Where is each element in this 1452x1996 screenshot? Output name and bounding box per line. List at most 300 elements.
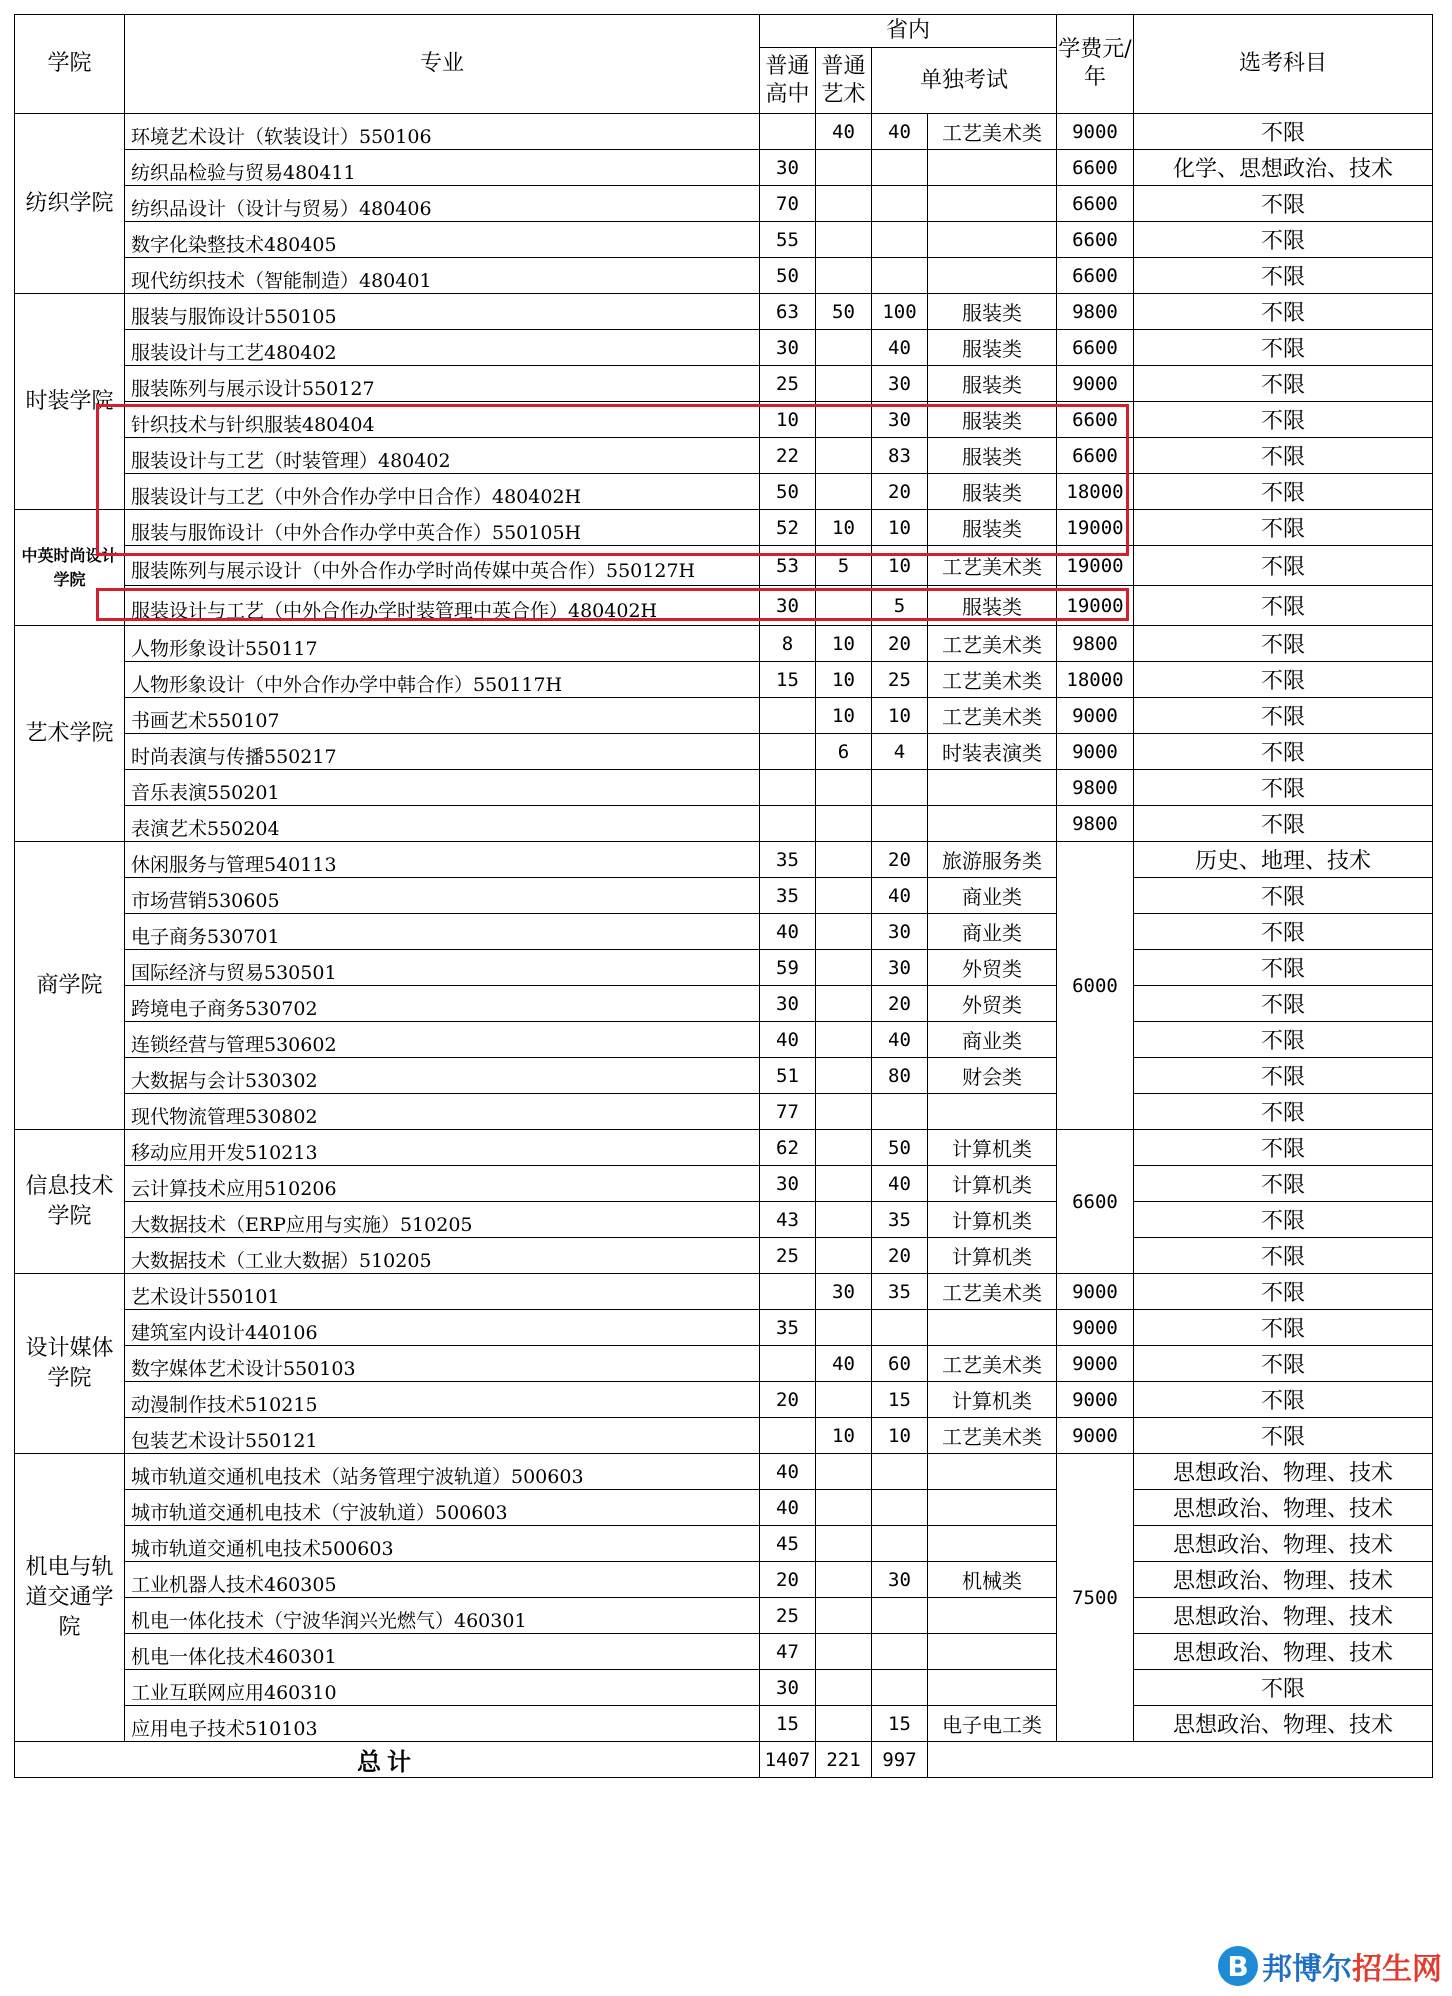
single-exam-count-cell: 20 xyxy=(872,842,928,878)
general-hs-cell: 63 xyxy=(760,294,816,330)
major-cell: 机电一体化技术460301 xyxy=(125,1634,760,1670)
single-exam-count-cell: 10 xyxy=(872,510,928,546)
single-exam-count-cell: 50 xyxy=(872,1130,928,1166)
plan-table xyxy=(14,14,1433,1778)
single-exam-category-cell xyxy=(928,1634,1057,1670)
subjects-cell: 不限 xyxy=(1134,1346,1433,1382)
single-exam-count-cell: 30 xyxy=(872,914,928,950)
major-cell: 动漫制作技术510215 xyxy=(125,1382,760,1418)
major-cell: 人物形象设计（中外合作办学中韩合作）550117H xyxy=(125,662,760,698)
table-row xyxy=(15,150,1433,186)
fee-cell: 9000 xyxy=(1057,114,1134,150)
general-art-cell xyxy=(816,1670,872,1706)
subjects-cell: 化学、思想政治、技术 xyxy=(1134,150,1433,186)
single-exam-category-cell: 服装类 xyxy=(928,330,1057,366)
subjects-cell: 不限 xyxy=(1134,546,1433,586)
table-row xyxy=(15,1598,1433,1634)
general-art-cell xyxy=(816,438,872,474)
single-exam-count-cell: 20 xyxy=(872,474,928,510)
table-row xyxy=(15,1130,1433,1166)
fee-cell: 18000 xyxy=(1057,474,1134,510)
general-hs-cell: 35 xyxy=(760,878,816,914)
major-cell: 大数据与会计530302 xyxy=(125,1058,760,1094)
subjects-cell: 不限 xyxy=(1134,806,1433,842)
general-art-cell xyxy=(816,1634,872,1670)
table-row xyxy=(15,1526,1433,1562)
single-exam-count-cell xyxy=(872,1310,928,1346)
major-cell: 时尚表演与传播550217 xyxy=(125,734,760,770)
general-hs-cell xyxy=(760,1346,816,1382)
fee-cell: 6600 xyxy=(1057,402,1134,438)
major-cell: 大数据技术（工业大数据）510205 xyxy=(125,1238,760,1274)
subjects-cell: 思想政治、物理、技术 xyxy=(1134,1490,1433,1526)
single-exam-count-cell: 15 xyxy=(872,1706,928,1742)
general-hs-cell xyxy=(760,770,816,806)
general-hs-cell: 30 xyxy=(760,1670,816,1706)
single-exam-category-cell: 时装表演类 xyxy=(928,734,1057,770)
major-cell: 环境艺术设计（软装设计）550106 xyxy=(125,114,760,150)
major-cell: 现代物流管理530802 xyxy=(125,1094,760,1130)
single-exam-category-cell xyxy=(928,150,1057,186)
single-exam-count-cell: 35 xyxy=(872,1202,928,1238)
general-hs-cell: 8 xyxy=(760,626,816,662)
college-cell: 纺织学院 xyxy=(15,114,125,294)
fee-cell: 9000 xyxy=(1057,698,1134,734)
watermark xyxy=(1218,1944,1442,1988)
general-art-cell: 10 xyxy=(816,510,872,546)
general-hs-cell: 15 xyxy=(760,1706,816,1742)
single-exam-category-cell xyxy=(928,1598,1057,1634)
single-exam-count-cell xyxy=(872,1598,928,1634)
table-row xyxy=(15,1418,1433,1454)
major-cell: 服装与服饰设计（中外合作办学中英合作）550105H xyxy=(125,510,760,546)
major-cell: 纺织品设计（设计与贸易）480406 xyxy=(125,186,760,222)
single-exam-count-cell xyxy=(872,1634,928,1670)
single-exam-count-cell xyxy=(872,1094,928,1130)
major-cell: 服装设计与工艺（中外合作办学时装管理中英合作）480402H xyxy=(125,586,760,626)
total-general-hs: 1407 xyxy=(760,1742,816,1778)
single-exam-category-cell xyxy=(928,258,1057,294)
general-hs-cell: 52 xyxy=(760,510,816,546)
general-hs-cell: 30 xyxy=(760,986,816,1022)
general-art-cell: 10 xyxy=(816,1418,872,1454)
major-cell: 表演艺术550204 xyxy=(125,806,760,842)
major-cell: 人物形象设计550117 xyxy=(125,626,760,662)
single-exam-count-cell: 40 xyxy=(872,878,928,914)
single-exam-category-cell: 服装类 xyxy=(928,586,1057,626)
college-cell: 中英时尚设计学院 xyxy=(15,510,125,626)
general-hs-cell: 25 xyxy=(760,1238,816,1274)
general-art-cell: 40 xyxy=(816,1346,872,1382)
general-art-cell xyxy=(816,402,872,438)
single-exam-count-cell: 20 xyxy=(872,626,928,662)
major-cell: 数字媒体艺术设计550103 xyxy=(125,1346,760,1382)
admission-plan-table xyxy=(14,14,1433,1778)
total-row xyxy=(15,1742,1433,1778)
table-row xyxy=(15,438,1433,474)
single-exam-count-cell xyxy=(872,258,928,294)
major-cell: 针织技术与针织服装480404 xyxy=(125,402,760,438)
subjects-cell: 不限 xyxy=(1134,258,1433,294)
general-hs-cell: 55 xyxy=(760,222,816,258)
fee-cell: 9800 xyxy=(1057,770,1134,806)
single-exam-category-cell: 服装类 xyxy=(928,474,1057,510)
major-cell: 移动应用开发510213 xyxy=(125,1130,760,1166)
subjects-cell: 思想政治、物理、技术 xyxy=(1134,1454,1433,1490)
single-exam-count-cell xyxy=(872,150,928,186)
single-exam-category-cell xyxy=(928,222,1057,258)
subjects-cell: 历史、地理、技术 xyxy=(1134,842,1433,878)
general-art-cell xyxy=(816,1382,872,1418)
general-art-cell xyxy=(816,1454,872,1490)
major-cell: 城市轨道交通机电技术500603 xyxy=(125,1526,760,1562)
header-college: 学院 xyxy=(15,15,125,114)
table-row xyxy=(15,734,1433,770)
general-hs-cell: 40 xyxy=(760,914,816,950)
table-row xyxy=(15,402,1433,438)
subjects-cell: 思想政治、物理、技术 xyxy=(1134,1562,1433,1598)
single-exam-count-cell: 40 xyxy=(872,1166,928,1202)
major-cell: 休闲服务与管理540113 xyxy=(125,842,760,878)
single-exam-count-cell: 30 xyxy=(872,402,928,438)
header-single-exam: 单独考试 xyxy=(872,48,1057,114)
single-exam-category-cell: 工艺美术类 xyxy=(928,546,1057,586)
watermark-text-2: 招生网 xyxy=(1352,1952,1442,1987)
major-cell: 包装艺术设计550121 xyxy=(125,1418,760,1454)
major-cell: 书画艺术550107 xyxy=(125,698,760,734)
fee-cell: 9000 xyxy=(1057,366,1134,402)
general-art-cell xyxy=(816,878,872,914)
table-row xyxy=(15,806,1433,842)
major-cell: 城市轨道交通机电技术（宁波轨道）500603 xyxy=(125,1490,760,1526)
fee-cell: 7500 xyxy=(1057,1454,1134,1742)
table-row xyxy=(15,1634,1433,1670)
subjects-cell: 不限 xyxy=(1134,330,1433,366)
table-row xyxy=(15,1310,1433,1346)
table-row xyxy=(15,294,1433,330)
single-exam-count-cell: 80 xyxy=(872,1058,928,1094)
table-row xyxy=(15,586,1433,626)
subjects-cell: 不限 xyxy=(1134,950,1433,986)
subjects-cell: 不限 xyxy=(1134,1166,1433,1202)
table-row xyxy=(15,878,1433,914)
college-cell: 时装学院 xyxy=(15,294,125,510)
table-row xyxy=(15,114,1433,150)
subjects-cell: 不限 xyxy=(1134,770,1433,806)
subjects-cell: 不限 xyxy=(1134,1418,1433,1454)
major-cell: 建筑室内设计440106 xyxy=(125,1310,760,1346)
general-art-cell xyxy=(816,1490,872,1526)
subjects-cell: 不限 xyxy=(1134,698,1433,734)
subjects-cell: 不限 xyxy=(1134,1130,1433,1166)
table-row xyxy=(15,258,1433,294)
single-exam-category-cell: 计算机类 xyxy=(928,1166,1057,1202)
single-exam-category-cell: 服装类 xyxy=(928,294,1057,330)
general-art-cell xyxy=(816,258,872,294)
single-exam-count-cell: 20 xyxy=(872,986,928,1022)
general-hs-cell: 53 xyxy=(760,546,816,586)
major-cell: 服装陈列与展示设计550127 xyxy=(125,366,760,402)
single-exam-count-cell: 30 xyxy=(872,950,928,986)
single-exam-category-cell: 工艺美术类 xyxy=(928,626,1057,662)
general-hs-cell xyxy=(760,698,816,734)
plan-body xyxy=(15,114,1433,1778)
general-art-cell xyxy=(816,1130,872,1166)
subjects-cell: 不限 xyxy=(1134,1238,1433,1274)
single-exam-category-cell: 财会类 xyxy=(928,1058,1057,1094)
table-row xyxy=(15,626,1433,662)
table-row xyxy=(15,1490,1433,1526)
subjects-cell: 思想政治、物理、技术 xyxy=(1134,1598,1433,1634)
single-exam-category-cell xyxy=(928,806,1057,842)
general-art-cell xyxy=(816,1526,872,1562)
total-general-art: 221 xyxy=(816,1742,872,1778)
general-art-cell xyxy=(816,1202,872,1238)
subjects-cell: 思想政治、物理、技术 xyxy=(1134,1706,1433,1742)
single-exam-category-cell: 工艺美术类 xyxy=(928,662,1057,698)
general-hs-cell: 43 xyxy=(760,1202,816,1238)
header-fee: 学费元/年 xyxy=(1057,15,1134,114)
single-exam-count-cell xyxy=(872,222,928,258)
table-row xyxy=(15,770,1433,806)
general-hs-cell: 25 xyxy=(760,1598,816,1634)
subjects-cell: 不限 xyxy=(1134,366,1433,402)
fee-cell: 6600 xyxy=(1057,330,1134,366)
subjects-cell: 不限 xyxy=(1134,294,1433,330)
single-exam-category-cell: 商业类 xyxy=(928,914,1057,950)
single-exam-category-cell: 外贸类 xyxy=(928,950,1057,986)
subjects-cell: 不限 xyxy=(1134,114,1433,150)
college-cell: 艺术学院 xyxy=(15,626,125,842)
general-hs-cell: 35 xyxy=(760,842,816,878)
college-cell: 信息技术学院 xyxy=(15,1130,125,1274)
subjects-cell: 不限 xyxy=(1134,1202,1433,1238)
general-hs-cell: 20 xyxy=(760,1562,816,1598)
general-art-cell xyxy=(816,806,872,842)
general-hs-cell: 20 xyxy=(760,1382,816,1418)
general-hs-cell: 50 xyxy=(760,258,816,294)
fee-cell: 6600 xyxy=(1057,438,1134,474)
general-hs-cell: 40 xyxy=(760,1490,816,1526)
table-row xyxy=(15,1670,1433,1706)
fee-cell: 6600 xyxy=(1057,222,1134,258)
major-cell: 跨境电子商务530702 xyxy=(125,986,760,1022)
general-hs-cell: 15 xyxy=(760,662,816,698)
single-exam-category-cell xyxy=(928,1454,1057,1490)
single-exam-category-cell: 机械类 xyxy=(928,1562,1057,1598)
general-art-cell xyxy=(816,330,872,366)
single-exam-count-cell: 40 xyxy=(872,330,928,366)
general-hs-cell: 70 xyxy=(760,186,816,222)
major-cell: 现代纺织技术（智能制造）480401 xyxy=(125,258,760,294)
single-exam-category-cell: 外贸类 xyxy=(928,986,1057,1022)
major-cell: 服装设计与工艺（中外合作办学中日合作）480402H xyxy=(125,474,760,510)
fee-cell: 19000 xyxy=(1057,510,1134,546)
single-exam-category-cell: 工艺美术类 xyxy=(928,1346,1057,1382)
general-art-cell xyxy=(816,770,872,806)
major-cell: 纺织品检验与贸易480411 xyxy=(125,150,760,186)
general-hs-cell: 40 xyxy=(760,1454,816,1490)
general-art-cell xyxy=(816,586,872,626)
fee-cell: 6600 xyxy=(1057,186,1134,222)
table-row xyxy=(15,1202,1433,1238)
general-art-cell: 5 xyxy=(816,546,872,586)
fee-cell: 9800 xyxy=(1057,626,1134,662)
table-row xyxy=(15,842,1433,878)
header-general-hs: 普通高中 xyxy=(760,48,816,114)
general-art-cell xyxy=(816,1310,872,1346)
general-art-cell: 50 xyxy=(816,294,872,330)
table-row xyxy=(15,186,1433,222)
header-subjects: 选考科目 xyxy=(1134,15,1433,114)
subjects-cell: 不限 xyxy=(1134,474,1433,510)
table-row xyxy=(15,662,1433,698)
single-exam-category-cell: 工艺美术类 xyxy=(928,114,1057,150)
general-hs-cell: 51 xyxy=(760,1058,816,1094)
single-exam-count-cell: 20 xyxy=(872,1238,928,1274)
general-art-cell xyxy=(816,366,872,402)
subjects-cell: 不限 xyxy=(1134,586,1433,626)
table-row xyxy=(15,510,1433,546)
general-hs-cell: 59 xyxy=(760,950,816,986)
major-cell: 音乐表演550201 xyxy=(125,770,760,806)
subjects-cell: 不限 xyxy=(1134,438,1433,474)
single-exam-count-cell: 40 xyxy=(872,114,928,150)
subjects-cell: 不限 xyxy=(1134,1382,1433,1418)
general-art-cell xyxy=(816,914,872,950)
subjects-cell: 不限 xyxy=(1134,1022,1433,1058)
single-exam-category-cell xyxy=(928,1310,1057,1346)
subjects-cell: 不限 xyxy=(1134,186,1433,222)
single-exam-category-cell xyxy=(928,186,1057,222)
major-cell: 服装设计与工艺480402 xyxy=(125,330,760,366)
table-row xyxy=(15,1706,1433,1742)
single-exam-count-cell: 100 xyxy=(872,294,928,330)
single-exam-category-cell xyxy=(928,1526,1057,1562)
general-hs-cell: 25 xyxy=(760,366,816,402)
single-exam-count-cell: 25 xyxy=(872,662,928,698)
table-row xyxy=(15,1058,1433,1094)
subjects-cell: 不限 xyxy=(1134,626,1433,662)
subjects-cell: 不限 xyxy=(1134,1310,1433,1346)
table-row xyxy=(15,1094,1433,1130)
general-art-cell: 10 xyxy=(816,662,872,698)
fee-cell: 9800 xyxy=(1057,294,1134,330)
single-exam-category-cell: 计算机类 xyxy=(928,1130,1057,1166)
table-row xyxy=(15,474,1433,510)
subjects-cell: 不限 xyxy=(1134,1094,1433,1130)
general-hs-cell: 77 xyxy=(760,1094,816,1130)
fee-cell: 19000 xyxy=(1057,586,1134,626)
fee-cell: 6600 xyxy=(1057,150,1134,186)
single-exam-count-cell: 83 xyxy=(872,438,928,474)
single-exam-category-cell xyxy=(928,1670,1057,1706)
single-exam-count-cell xyxy=(872,1526,928,1562)
subjects-cell: 不限 xyxy=(1134,878,1433,914)
general-art-cell xyxy=(816,1166,872,1202)
major-cell: 市场营销530605 xyxy=(125,878,760,914)
general-art-cell xyxy=(816,1598,872,1634)
major-cell: 云计算技术应用510206 xyxy=(125,1166,760,1202)
subjects-cell: 不限 xyxy=(1134,1274,1433,1310)
header-general-art: 普通艺术 xyxy=(816,48,872,114)
general-hs-cell: 35 xyxy=(760,1310,816,1346)
fee-cell: 9000 xyxy=(1057,1418,1134,1454)
single-exam-category-cell: 计算机类 xyxy=(928,1202,1057,1238)
subjects-cell: 思想政治、物理、技术 xyxy=(1134,1526,1433,1562)
single-exam-count-cell: 4 xyxy=(872,734,928,770)
single-exam-count-cell: 30 xyxy=(872,366,928,402)
general-hs-cell xyxy=(760,114,816,150)
general-art-cell xyxy=(816,950,872,986)
header-province: 省内 xyxy=(760,15,1057,48)
general-art-cell xyxy=(816,842,872,878)
watermark-text-1: 邦博尔 xyxy=(1262,1952,1352,1987)
general-hs-cell: 30 xyxy=(760,1166,816,1202)
subjects-cell: 不限 xyxy=(1134,734,1433,770)
general-hs-cell: 30 xyxy=(760,150,816,186)
general-hs-cell: 62 xyxy=(760,1130,816,1166)
total-single-exam: 997 xyxy=(872,1742,928,1778)
single-exam-count-cell: 35 xyxy=(872,1274,928,1310)
general-hs-cell: 40 xyxy=(760,1022,816,1058)
header-major: 专业 xyxy=(125,15,760,114)
single-exam-category-cell: 服装类 xyxy=(928,438,1057,474)
major-cell: 应用电子技术510103 xyxy=(125,1706,760,1742)
table-row xyxy=(15,1454,1433,1490)
general-hs-cell: 22 xyxy=(760,438,816,474)
major-cell: 大数据技术（ERP应用与实施）510205 xyxy=(125,1202,760,1238)
single-exam-count-cell xyxy=(872,1670,928,1706)
single-exam-category-cell: 工艺美术类 xyxy=(928,698,1057,734)
major-cell: 城市轨道交通机电技术（站务管理宁波轨道）500603 xyxy=(125,1454,760,1490)
general-art-cell xyxy=(816,150,872,186)
college-cell: 设计媒体学院 xyxy=(15,1274,125,1454)
single-exam-count-cell xyxy=(872,806,928,842)
single-exam-category-cell: 商业类 xyxy=(928,1022,1057,1058)
table-row xyxy=(15,1238,1433,1274)
single-exam-count-cell xyxy=(872,1490,928,1526)
major-cell: 连锁经营与管理530602 xyxy=(125,1022,760,1058)
fee-cell: 9000 xyxy=(1057,1274,1134,1310)
general-art-cell xyxy=(816,474,872,510)
single-exam-category-cell: 电子电工类 xyxy=(928,1706,1057,1742)
table-row xyxy=(15,1562,1433,1598)
fee-cell: 9800 xyxy=(1057,806,1134,842)
general-art-cell xyxy=(816,1562,872,1598)
general-art-cell: 10 xyxy=(816,698,872,734)
major-cell: 艺术设计550101 xyxy=(125,1274,760,1310)
general-hs-cell: 30 xyxy=(760,330,816,366)
total-label: 总计 xyxy=(15,1742,760,1778)
single-exam-count-cell: 60 xyxy=(872,1346,928,1382)
table-row xyxy=(15,222,1433,258)
single-exam-category-cell: 服装类 xyxy=(928,402,1057,438)
single-exam-category-cell: 计算机类 xyxy=(928,1382,1057,1418)
fee-cell: 18000 xyxy=(1057,662,1134,698)
general-art-cell xyxy=(816,1706,872,1742)
single-exam-category-cell: 计算机类 xyxy=(928,1238,1057,1274)
table-row xyxy=(15,1382,1433,1418)
single-exam-category-cell: 旅游服务类 xyxy=(928,842,1057,878)
single-exam-count-cell xyxy=(872,770,928,806)
general-art-cell: 10 xyxy=(816,626,872,662)
watermark-logo-icon: B xyxy=(1218,1946,1258,1986)
single-exam-count-cell: 5 xyxy=(872,586,928,626)
single-exam-count-cell xyxy=(872,1454,928,1490)
total-empty-cell xyxy=(928,1742,1433,1778)
table-row xyxy=(15,950,1433,986)
